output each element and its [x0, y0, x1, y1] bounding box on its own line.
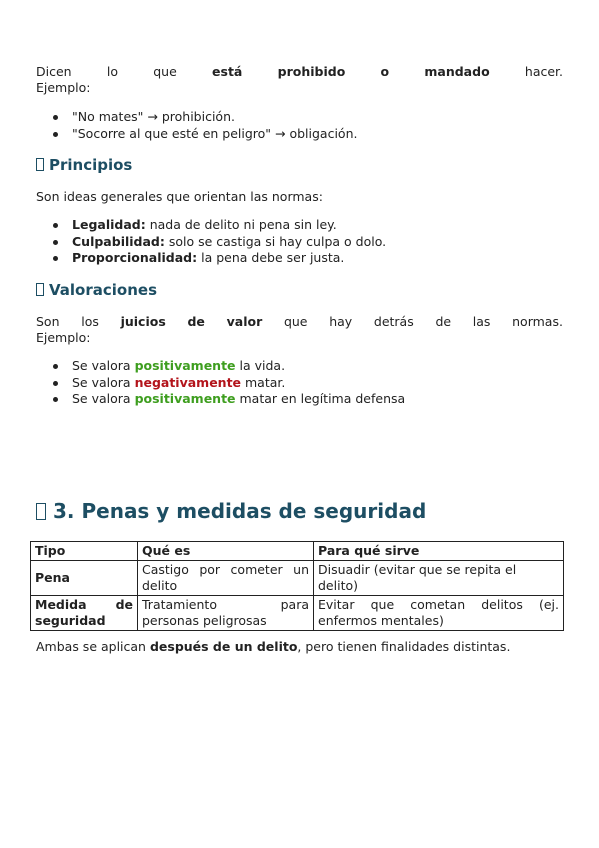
principio-desc: nada de delito ni pena sin ley. — [145, 217, 337, 232]
intro-paragraph — [36, 64, 563, 96]
list-item — [36, 358, 563, 375]
table-cell: Evitar que cometan delitos (ej. enfermos mentales) — [314, 596, 564, 631]
intro-word: hacer. — [524, 64, 564, 79]
valoraciones-heading — [36, 280, 157, 300]
missing-glyph-icon — [36, 158, 44, 171]
valoraciones-word: normas. — [512, 314, 563, 329]
intro-bold-word: prohibido — [277, 64, 346, 79]
missing-glyph-icon — [36, 283, 44, 296]
intro-word: Dicen — [36, 64, 72, 79]
valoracion-post: matar en legítima defensa — [235, 391, 406, 406]
section3-heading — [36, 498, 426, 524]
valoracion-post: matar. — [241, 374, 286, 390]
valoracion-pre: Se valora — [72, 391, 135, 406]
valoraciones-word: hay — [329, 314, 353, 329]
section3-footer — [36, 639, 510, 655]
principios-list — [36, 217, 563, 267]
valoraciones-bold-word: de — [187, 314, 205, 329]
table-header-cell: Qué es — [138, 542, 314, 561]
penas-table — [30, 541, 564, 631]
list-item — [36, 375, 563, 392]
list-item — [36, 234, 563, 251]
valoracion-pre: Se valora — [72, 358, 135, 373]
table-cell: Disuadir (evitar que se repita el delito) — [314, 561, 564, 596]
table-cell: Castigo por cometer un delito — [138, 561, 314, 596]
table-cell: Tratamiento para personas peligrosas — [138, 596, 314, 631]
intro-line-2: Ejemplo: — [36, 80, 91, 95]
valoraciones-list — [36, 358, 563, 408]
footer-post: , pero tienen finalidades distintas. — [297, 639, 511, 654]
valoraciones-word: que — [283, 314, 308, 329]
valoraciones-bold-word: juicios — [120, 314, 166, 329]
valoraciones-word: Son — [36, 314, 60, 329]
table-header-cell: Tipo — [31, 542, 138, 561]
principios-heading — [36, 155, 132, 175]
row-type: Medida de seguridad — [35, 597, 133, 628]
principios-heading-text: Principios — [49, 156, 133, 174]
valoracion-positive: positivamente — [134, 391, 236, 406]
principio-desc: solo se castiga si hay culpa o dolo. — [164, 233, 387, 249]
valoracion-post: la vida. — [235, 358, 286, 373]
principio-desc: la pena debe ser justa. — [197, 250, 345, 265]
list-item: "No mates" → prohibición. — [36, 109, 563, 126]
intro-examples-list — [36, 109, 563, 142]
valoraciones-heading-text: Valoraciones — [49, 281, 157, 299]
principios-text: Son ideas generales que orientan las normas: — [36, 189, 323, 204]
intro-word: que — [153, 64, 177, 79]
table-cell — [31, 561, 138, 596]
valoracion-negative: negativamente — [134, 374, 242, 390]
list-item — [36, 217, 563, 234]
section3-heading-text: 3. Penas y medidas de seguridad — [53, 499, 427, 523]
valoraciones-word: de — [435, 314, 452, 329]
intro-bold-word: mandado — [424, 64, 490, 79]
list-item: "Socorre al que esté en peligro" → obligación. — [36, 126, 563, 143]
valoraciones-word: las — [472, 314, 491, 329]
valoracion-positive: positivamente — [134, 358, 236, 373]
footer-pre: Ambas se aplican — [36, 639, 150, 654]
footer-bold: después de un delito — [149, 639, 298, 654]
intro-bold-word: está — [212, 64, 243, 79]
table-row — [31, 596, 564, 631]
principio-term: Legalidad: — [72, 217, 146, 232]
list-item — [36, 250, 563, 267]
intro-line-1 — [36, 64, 563, 80]
principio-term: Proporcionalidad: — [72, 250, 198, 265]
valoracion-pre: Se valora — [72, 374, 135, 390]
valoraciones-word: los — [81, 314, 99, 329]
table-header-cell: Para qué sirve — [314, 542, 564, 561]
valoraciones-bold-word: valor — [226, 314, 263, 329]
list-item — [36, 391, 563, 408]
row-type: Pena — [35, 570, 70, 585]
intro-word: lo — [106, 64, 118, 79]
table-header-row — [31, 542, 564, 561]
valoraciones-paragraph — [36, 314, 563, 346]
missing-glyph-icon — [36, 503, 46, 520]
table-row — [31, 561, 564, 596]
principio-term: Culpabilidad: — [72, 233, 165, 249]
valoraciones-word: detrás — [373, 314, 414, 329]
valoraciones-line-2: Ejemplo: — [36, 330, 91, 345]
table-cell — [31, 596, 138, 631]
valoraciones-line-1 — [36, 314, 563, 330]
intro-bold-word: o — [380, 64, 390, 79]
